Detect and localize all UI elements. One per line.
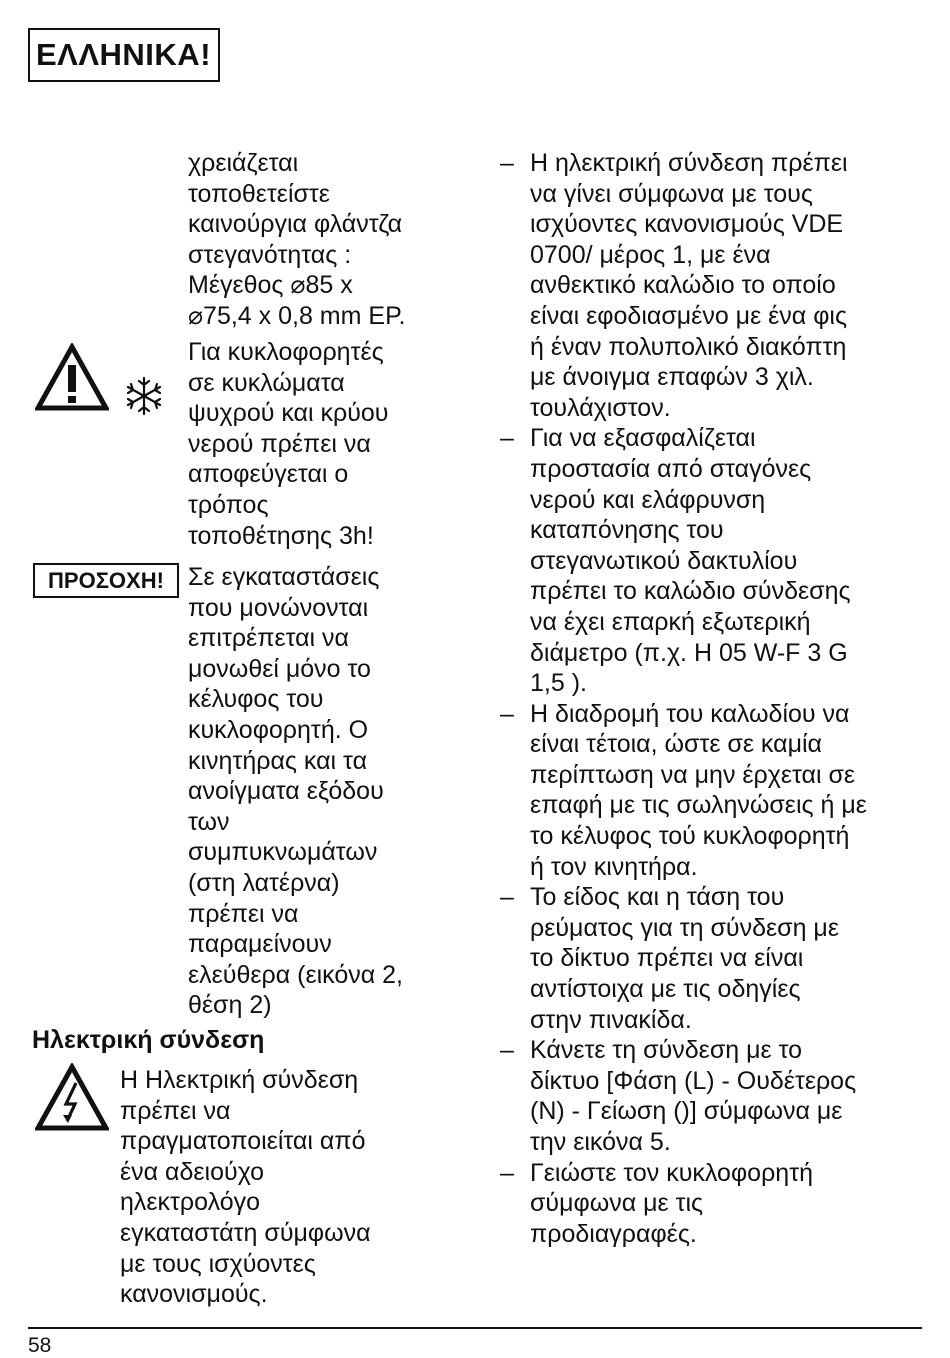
bullet-dash: – (500, 1158, 514, 1187)
warning-triangle-icon (35, 343, 109, 411)
text-line: παραμείνουν (188, 930, 332, 959)
text-line: Μέγεθος ⌀85 x (188, 271, 353, 300)
cold-water-warning (188, 337, 388, 551)
footer-divider (28, 1327, 922, 1329)
text-line: με άνοιγμα επαφών 3 χιλ. (530, 363, 814, 392)
text-line: σε κυκλώματα (188, 368, 345, 397)
text-line: Γειώστε τον κυκλοφορητή (530, 1158, 813, 1187)
text-line: (N) - Γείωση ()] σύμφωνα με (530, 1097, 843, 1126)
intro-text (188, 148, 405, 332)
text-line: είναι εφοδιασμένο με ένα φις (530, 301, 848, 330)
text-line: καινούργια φλάντζα (188, 210, 403, 239)
text-line: ένα αδειούχο (120, 1157, 265, 1186)
text-line: τοποθέτησης 3h! (188, 521, 374, 550)
text-line: τουλάχιστον. (530, 393, 671, 422)
list-item (500, 699, 930, 883)
text-line: επαφή με τις σωληνώσεις ή με (530, 791, 867, 820)
electrical-text (120, 1065, 371, 1310)
text-line: ή έναν πολυπολικό διακόπτη (530, 332, 847, 361)
text-line: τρόπος (188, 490, 269, 519)
bullet-dash: – (500, 883, 514, 912)
electrical-hazard-icon (35, 1063, 109, 1131)
text-line: ισχύοντες κανονισμούς VDE (530, 210, 844, 239)
bullet-dash: – (500, 699, 514, 728)
text-line: ⌀75,4 x 0,8 mm EP. (188, 301, 406, 330)
text-line: ρεύματος για τη σύνδεση με (530, 913, 839, 942)
text-line: να έχει επαρκή εξωτερική (530, 607, 811, 636)
text-line: Για να εξασφαλίζεται (530, 424, 756, 453)
text-line: ανοίγματα εξόδου (188, 777, 384, 806)
text-line: προδιαγραφές. (530, 1219, 697, 1248)
bullet-dash: – (500, 149, 514, 177)
text-line: κέλυφος του (188, 685, 324, 714)
text-line: την εικόνα 5. (530, 1128, 671, 1156)
text-line: ηλεκτρολόγο (120, 1188, 261, 1217)
text-line: μονωθεί μόνο το (188, 654, 371, 683)
text-line: περίπτωση να μην έρχεται σε (530, 760, 856, 789)
text-line: το δίκτυο πρέπει να είναι (530, 944, 804, 973)
bullet-dash: – (500, 424, 514, 453)
text-line: Η Ηλεκτρική σύνδεση (120, 1066, 359, 1094)
text-line: σύμφωνα με τις (530, 1189, 704, 1218)
text-line: να γίνει σύμφωνα με τους (530, 179, 813, 208)
text-line: τοποθετείστε (188, 179, 330, 208)
text-line: καταπόνησης του (530, 516, 724, 545)
text-line: πρέπει να (188, 899, 299, 928)
list-item (500, 148, 930, 423)
text-line: πρέπει το καλώδιο σύνδεσης (530, 577, 851, 606)
text-line: αντίστοιχα με τις οδηγίες (530, 975, 801, 1004)
text-line: πραγματοποιείται από (120, 1127, 366, 1156)
text-line: στεγανότητας : (188, 240, 352, 269)
attention-text (188, 562, 403, 1021)
text-line: το κέλυφος τού κυκλοφορητή (530, 822, 850, 851)
text-line: που μονώνονται (188, 593, 369, 622)
text-line: επιτρέπεται να (188, 624, 350, 653)
text-line: θέση 2) (188, 991, 272, 1020)
text-line: πρέπει να (120, 1096, 231, 1125)
text-line: χρειάζεται (188, 149, 299, 177)
list-item (500, 423, 930, 698)
text-line: κυκλοφορητή. Ο (188, 715, 369, 744)
list-item (500, 1035, 930, 1157)
text-line: με τους ισχύοντες (120, 1249, 316, 1278)
section-heading-electrical: Ηλεκτρική σύνδεση (32, 1026, 265, 1054)
right-column-list (500, 148, 930, 1249)
text-line: εγκαταστάτη σύμφωνα (120, 1218, 371, 1247)
text-line: ή τον κινητήρα. (530, 852, 698, 881)
text-line: αποφεύγεται ο (188, 460, 349, 489)
snowflake-icon (124, 376, 164, 416)
text-line: στεγανωτικού δακτυλίου (530, 546, 798, 575)
text-line: Το είδος και η τάση του (530, 883, 785, 912)
text-line: Κάνετε τη σύνδεση με το (530, 1036, 803, 1065)
text-line: των (188, 807, 230, 836)
text-line: κανονισμούς. (120, 1280, 268, 1309)
text-line: Σε εγκαταστάσεις (188, 563, 380, 591)
text-line: νερού και ελάφρυνση (530, 485, 766, 514)
text-line: ανθεκτικό καλώδιο το οποίο (530, 271, 836, 300)
page-number: 58 (28, 1334, 52, 1357)
text-line: Η διαδρομή του καλωδίου να (530, 699, 850, 728)
text-line: προστασία από σταγόνες (530, 454, 812, 483)
text-line: ψυχρού και κρύου (188, 399, 389, 428)
text-line: 1,5 ). (530, 669, 587, 698)
text-line: είναι τέτοια, ώστε σε καμία (530, 730, 822, 759)
text-line: κινητήρας και τα (188, 746, 368, 775)
text-line: (στη λατέρνα) (188, 868, 340, 897)
text-line: νερού πρέπει να (188, 429, 371, 458)
text-line: 0700/ μέρος 1, με ένα (530, 240, 771, 269)
text-line: δίκτυο [Φάση (L) - Ουδέτερος (530, 1066, 857, 1095)
text-line: διάμετρο (π.χ. H 05 W-F 3 G (530, 638, 848, 667)
attention-label: ΠΡΟΣΟΧΗ! (33, 563, 179, 598)
text-line: στην πινακίδα. (530, 1005, 692, 1034)
text-line: Η ηλεκτρική σύνδεση πρέπει (530, 149, 848, 177)
text-line: Για κυκλοφορητές (188, 338, 384, 366)
list-item (500, 1158, 930, 1250)
language-label: ΕΛΛΗΝΙΚΑ! (28, 28, 220, 82)
text-line: συμπυκνωμάτων (188, 838, 378, 867)
list-item (500, 882, 930, 1035)
text-line: ελεύθερα (εικόνα 2, (188, 960, 404, 989)
bullet-dash: – (500, 1036, 514, 1065)
